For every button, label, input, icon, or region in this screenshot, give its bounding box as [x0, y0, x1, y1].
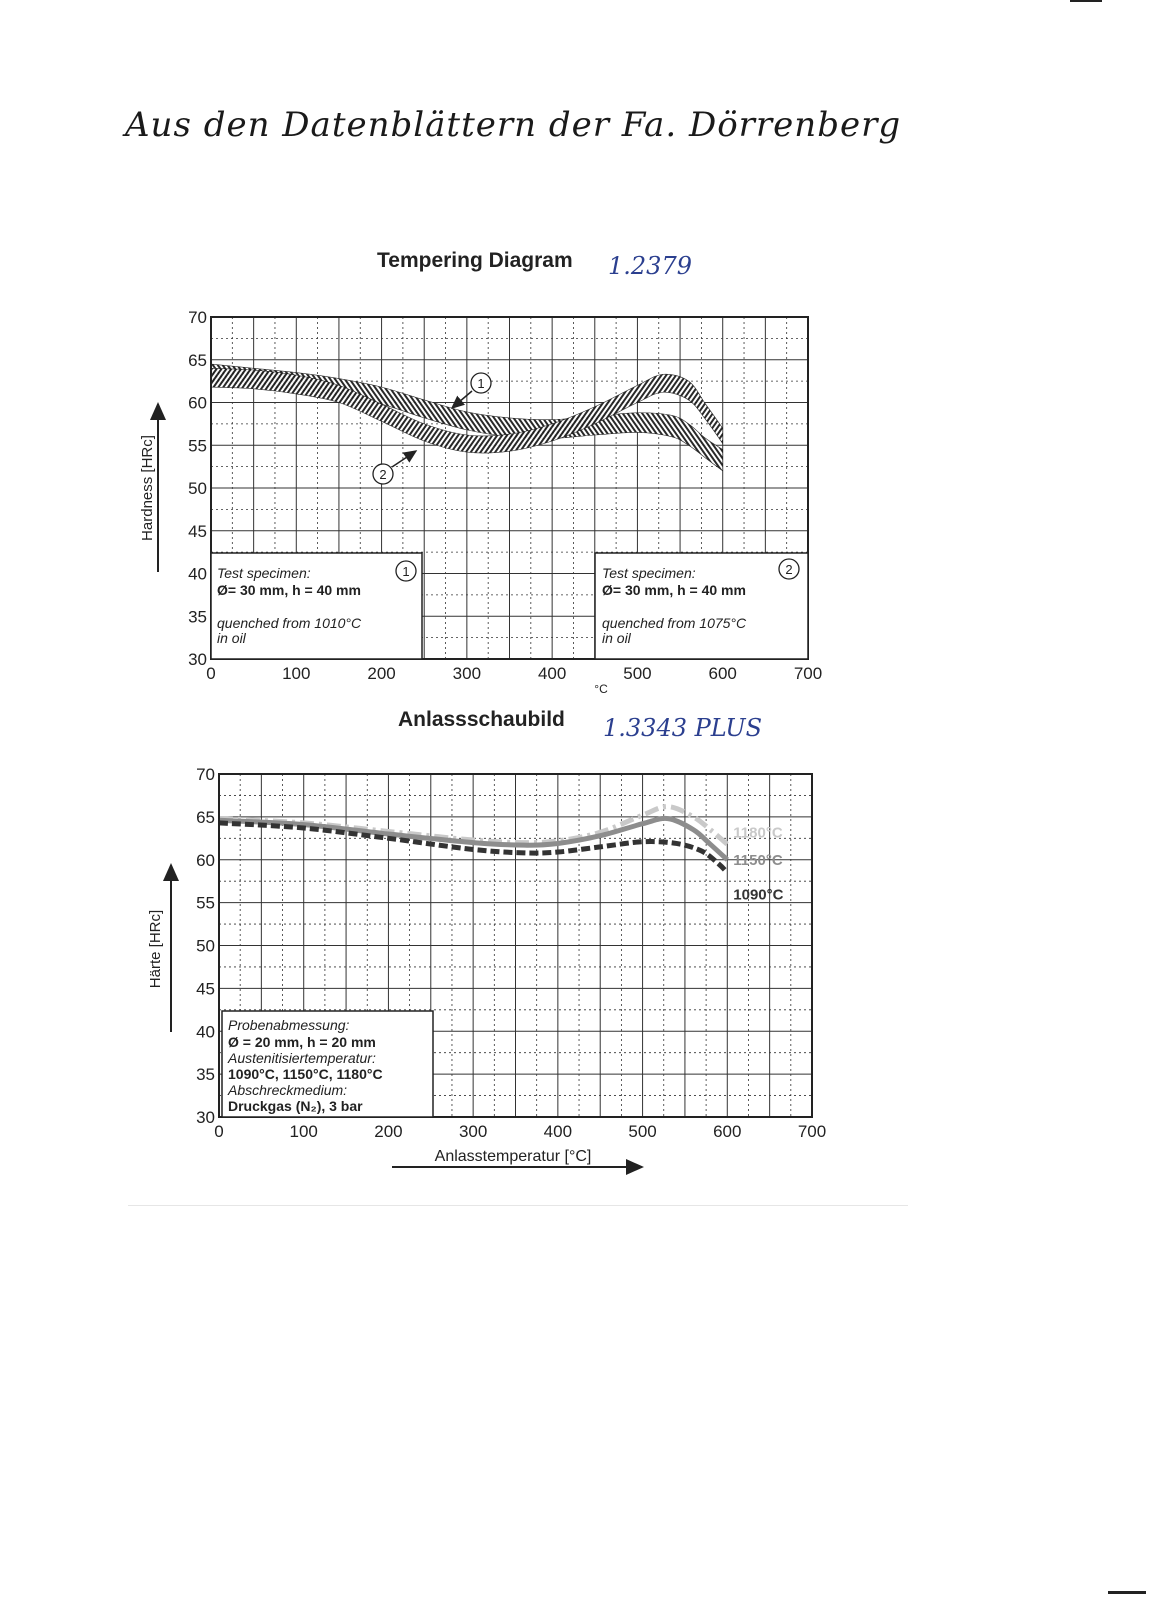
chart1-x-axis-label: °C	[594, 682, 608, 696]
legend1-badge-label: 1	[402, 564, 410, 579]
legend3-line-3: Austenitisiertemperatur:	[228, 1050, 376, 1066]
legend1-line-4: quenched from 1010°C	[217, 615, 362, 631]
x-tick-label: 100	[289, 1122, 318, 1141]
handwritten-note: Aus den Datenblättern der Fa. Dörrenberg	[125, 105, 902, 145]
legend3-line-2: Ø = 20 mm, h = 20 mm	[228, 1034, 376, 1050]
legend2-line-4: quenched from 1075°C	[602, 615, 747, 631]
x-tick-label: 100	[282, 664, 311, 683]
chart1-steel-grade: 1.2379	[608, 252, 692, 280]
x-tick-label: 400	[543, 1122, 573, 1141]
legend3-line-5: Abschreckmedium:	[228, 1082, 348, 1098]
x-tick-label: 700	[793, 664, 823, 683]
legend2-badge-label: 2	[785, 562, 793, 577]
legend1-line-2: Ø= 30 mm, h = 40 mm	[217, 582, 361, 598]
y-tick-label: 30	[196, 1108, 215, 1127]
x-tick-label: 0	[214, 1122, 224, 1141]
y-tick-label: 50	[188, 479, 207, 498]
callout1-arrow	[452, 391, 472, 408]
chart2-x-axis-label: Anlasstemperatur [°C]	[434, 1148, 592, 1165]
chart2-steel-grade: 1.3343 PLUS	[603, 714, 763, 742]
x-tick-label: 200	[367, 664, 396, 683]
y-tick-label: 45	[188, 521, 207, 541]
x-tick-label: 300	[458, 1122, 488, 1141]
y-tick-label: 70	[196, 765, 215, 784]
series-label-1150°C: 1150°C	[733, 851, 783, 869]
y-tick-label: 40	[188, 564, 207, 584]
x-tick-label: 600	[713, 1122, 742, 1141]
y-tick-label: 60	[196, 850, 215, 870]
series-label-1090°C: 1090°C	[733, 886, 784, 904]
y-tick-label: 55	[188, 436, 207, 456]
chart2-x-ticks	[214, 1122, 826, 1141]
y-tick-label: 45	[196, 979, 215, 999]
legend2-line-5: in oil	[602, 630, 631, 646]
y-tick-label: 30	[188, 650, 207, 669]
x-tick-label: 700	[797, 1122, 827, 1141]
y-tick-label: 65	[188, 350, 207, 370]
y-tick-label: 70	[188, 308, 207, 327]
x-tick-label: 0	[206, 664, 216, 683]
legend2-line-1: Test specimen:	[602, 565, 696, 581]
chart2-y-axis-label: Härte [HRc]	[147, 909, 164, 989]
x-tick-label: 200	[374, 1122, 403, 1141]
series-label-1180°C: 1180°C	[733, 824, 783, 842]
legend3-line-6: Druckgas (N₂), 3 bar	[228, 1098, 363, 1114]
x-tick-label: 400	[537, 664, 567, 683]
y-tick-label: 60	[188, 393, 207, 413]
y-tick-label: 35	[196, 1065, 215, 1085]
callout2-label: 2	[379, 467, 387, 482]
chart1-y-ticks	[188, 308, 207, 669]
x-tick-label: 500	[623, 664, 652, 683]
y-tick-label: 50	[196, 936, 215, 956]
y-tick-label: 40	[196, 1022, 215, 1042]
chart2-title: Anlassschaubild	[398, 708, 565, 731]
chart1-title: Tempering Diagram	[377, 249, 573, 272]
legend1-line-1: Test specimen:	[217, 565, 311, 581]
x-tick-label: 300	[452, 664, 482, 683]
x-tick-label: 600	[708, 664, 737, 683]
callout1-label: 1	[477, 376, 485, 391]
chart1-x-ticks	[206, 664, 822, 683]
callout2-arrow	[392, 451, 416, 467]
chart1-y-axis-label: Hardness [HRc]	[139, 435, 156, 541]
x-tick-label: 500	[628, 1122, 657, 1141]
chart2-y-ticks	[196, 765, 215, 1127]
legend2-line-2: Ø= 30 mm, h = 40 mm	[602, 582, 746, 598]
chart2-series-labels	[733, 824, 783, 903]
legend3-line-4: 1090°C, 1150°C, 1180°C	[228, 1066, 383, 1082]
y-tick-label: 35	[188, 607, 207, 627]
y-tick-label: 55	[196, 893, 215, 913]
y-tick-label: 65	[196, 807, 215, 827]
legend1-line-5: in oil	[217, 630, 246, 646]
legend3-line-1: Probenabmessung:	[228, 1017, 350, 1033]
